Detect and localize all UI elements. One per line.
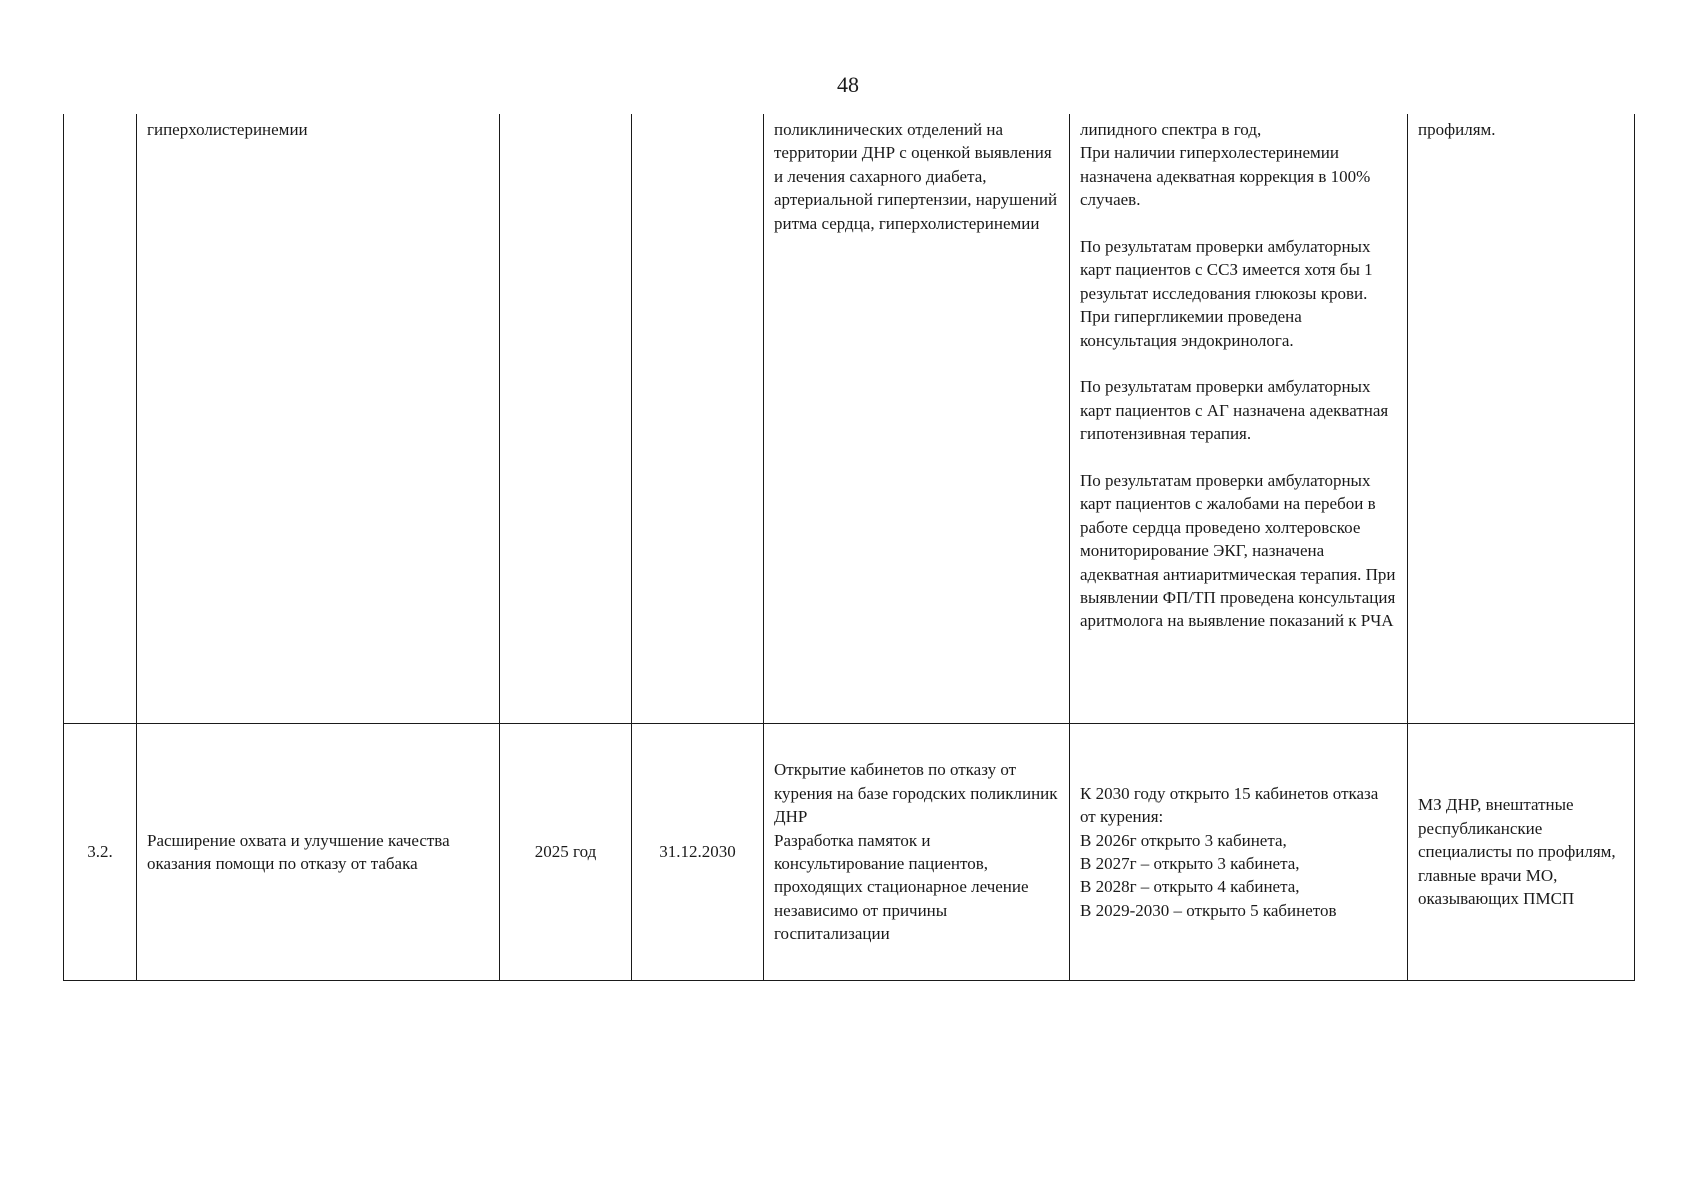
cell-responsible: профилям. xyxy=(1408,114,1635,724)
cell-start-date xyxy=(500,114,632,724)
measures-table xyxy=(63,114,1635,981)
cell-indicator: поликлинических отделений на территории ДНР с оценкой выявления и лечения сахарного диабета, артериальной гипертензии, нарушений ритма сердца, гиперхолистеринемии xyxy=(764,114,1070,724)
cell-start-date: 2025 год xyxy=(500,724,632,981)
cell-number xyxy=(64,114,137,724)
cell-end-date xyxy=(632,114,764,724)
cell-activity: гиперхолистеринемии xyxy=(137,114,500,724)
cell-number: 3.2. xyxy=(64,724,137,981)
result-text: К 2030 году открыто 15 кабинетов отказа от курения: В 2026г открыто 3 кабинета, В 2027г – открыто 3 кабинета, В 2028г – открыто 4 кабинета, В 2029-2030 – открыто 5 кабинетов xyxy=(1080,783,1379,920)
cell-activity: Расширение охвата и улучшение качества оказания помощи по отказу от табака xyxy=(137,724,500,981)
cell-result xyxy=(1070,114,1408,724)
cell-end-date: 31.12.2030 xyxy=(632,724,764,981)
cell-indicator xyxy=(764,724,1070,981)
cell-result xyxy=(1070,724,1408,981)
result-paragraph: По результатам проверки амбулаторных карт пациентов с ССЗ имеется хотя бы 1 результат исследования глюкозы крови. При гипергликемии проведена консультация эндокринолога. xyxy=(1080,237,1373,350)
table-row-continuation xyxy=(64,114,1635,724)
result-paragraph: По результатам проверки амбулаторных карт пациентов с жалобами на перебои в работе сердца проведено холтеровское мониторирование ЭКГ, назначена адекватная антиаритмическая терапия. При выявлении ФП/ТП проведена консультация аритмолога на выявление показаний к РЧА xyxy=(1080,471,1396,631)
cell-responsible: МЗ ДНР, внештатные республиканские специалисты по профилям, главные врачи МО, оказывающих ПМСП xyxy=(1408,724,1635,981)
page-number: 48 xyxy=(837,72,859,97)
result-paragraph: липидного спектра в год, При наличии гиперхолестеринемии назначена адекватная коррекция в 100% случаев. xyxy=(1080,120,1371,210)
indicator-text: Открытие кабинетов по отказу от курения на базе городских поликлиник ДНР Разработка памяток и консультирование пациентов, проходящих стационарное лечение независимо от причины госпитализации xyxy=(774,760,1058,944)
result-paragraph: По результатам проверки амбулаторных карт пациентов с АГ назначена адекватная гипотензивная терапия. xyxy=(1080,377,1389,444)
table-row-3-2 xyxy=(64,724,1635,981)
